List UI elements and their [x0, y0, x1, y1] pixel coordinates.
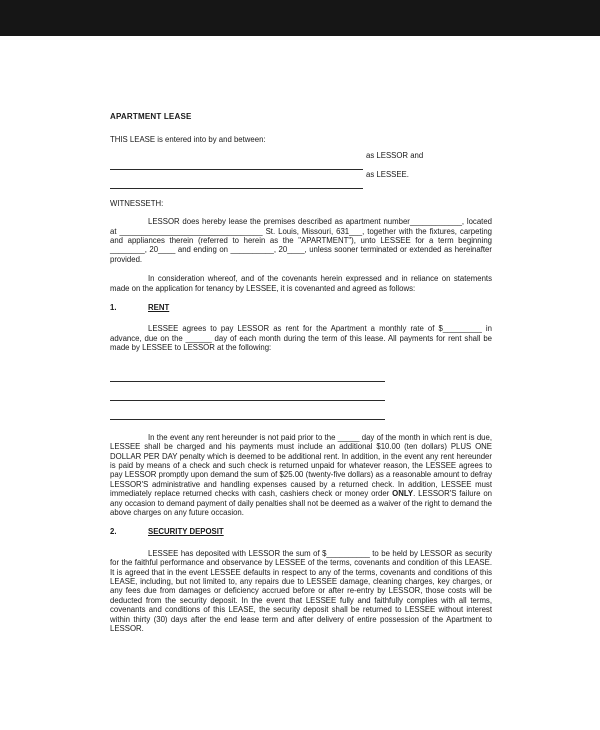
document-page — [110, 112, 492, 633]
payment-address-block — [110, 363, 492, 420]
payment-address-line-1 — [110, 363, 385, 382]
lessee-party-line — [110, 170, 492, 189]
payment-address-line-3 — [110, 401, 385, 420]
premises-paragraph: LESSOR does hereby lease the premises described as apartment number____________, located at _________________________________ St. Louis, Missouri, 631___, together with the fixtures, carpeting and appliances therein (referred to herein as the "APARTMENT"), unto LESSEE for a term beginning ________, 20____ and ending on __________, 20____, unless sooner terminated or extended as hereinafter provided. — [110, 217, 492, 264]
section-title-security-deposit: SECURITY DEPOSIT — [148, 527, 224, 537]
late-payment-text-post: . LESSOR'S failure on any occasion to demand payment of daily penalties shall not be deemed as a waiver of the right to demand the above charges on any future occasion. — [110, 489, 492, 517]
late-payment-text-pre: In the event any rent hereunder is not paid prior to the _____ day of the month in which rent is due, LESSEE shall be charged and his payments must include an additional $10.00 (ten dollars) PLUS ONE DOLLAR PER DAY penalty which is deemed to be additional rent. In addition, in the event any rent hereunder is paid by means of a check and such check is returned unpaid for whatever reason, the LESSEE agrees to pay LESSOR promptly upon demand the sum of $25.00 (twenty-five dollars) as a reasonable amount to defray LESSOR'S administrative and handling expenses caused by a returned check. In addition, LESSEE must immediately replace returned checks with cash, cashiers check or money order — [110, 432, 492, 499]
document-title: APARTMENT LEASE — [110, 112, 192, 121]
top-bar — [0, 0, 600, 36]
consideration-paragraph: In consideration whereof, and of the covenants herein expressed and in reliance on statements made on the application for tenancy by LESSEE, it is covenanted and agreed as follows: — [110, 274, 492, 293]
lessor-name-blank — [110, 158, 363, 170]
security-deposit-paragraph: LESSEE has deposited with LESSOR the sum of $__________ to be held by LESSOR as security for the faithful performance and observance by LESSEE of the terms, covenants and condition of this LEASE. It is agreed that in the event LESSEE defaults in respect to any of the terms, covenants and conditions of this LEASE, including, but not limited to, any repairs due to LESSEE damage, cleaning charges, key charges, or any fees due from damages or deficiency accrued before or after re-entry by LESSOR, those costs will be deducted from the security deposit. In the event that LESSEE fully and faithfully complies with all terms, covenants and conditions of this LEASE, the security deposit shall be returned to LESSEE without interest within thirty (30) days after the end lease term and after delivery of entire possession of the Apartment to LESSOR. — [110, 548, 492, 633]
lessee-suffix: as LESSEE. — [366, 169, 409, 179]
section-number-security-deposit: 2. — [110, 527, 117, 537]
section-number-rent: 1. — [110, 303, 117, 313]
intro-line: THIS LEASE is entered into by and between: — [110, 135, 266, 145]
section-heading-security-deposit — [110, 527, 492, 536]
lessor-party-line — [110, 151, 492, 170]
lessee-name-blank — [110, 177, 363, 189]
late-payment-paragraph — [110, 433, 492, 518]
late-payment-text-bold: ONLY — [392, 489, 414, 499]
section-title-rent: RENT — [148, 303, 170, 313]
payment-address-line-2 — [110, 382, 385, 401]
section-heading-rent — [110, 303, 492, 312]
witnesseth-label: WITNESSETH: — [110, 198, 164, 208]
rent-body-paragraph: LESSEE agrees to pay LESSOR as rent for the Apartment a monthly rate of $_________ in advance, due on the ______ day of each month during the term of this lease. All payments for rent shall be made by LESSEE to LESSOR at the following: — [110, 324, 492, 353]
lessor-suffix: as LESSOR and — [366, 150, 424, 160]
